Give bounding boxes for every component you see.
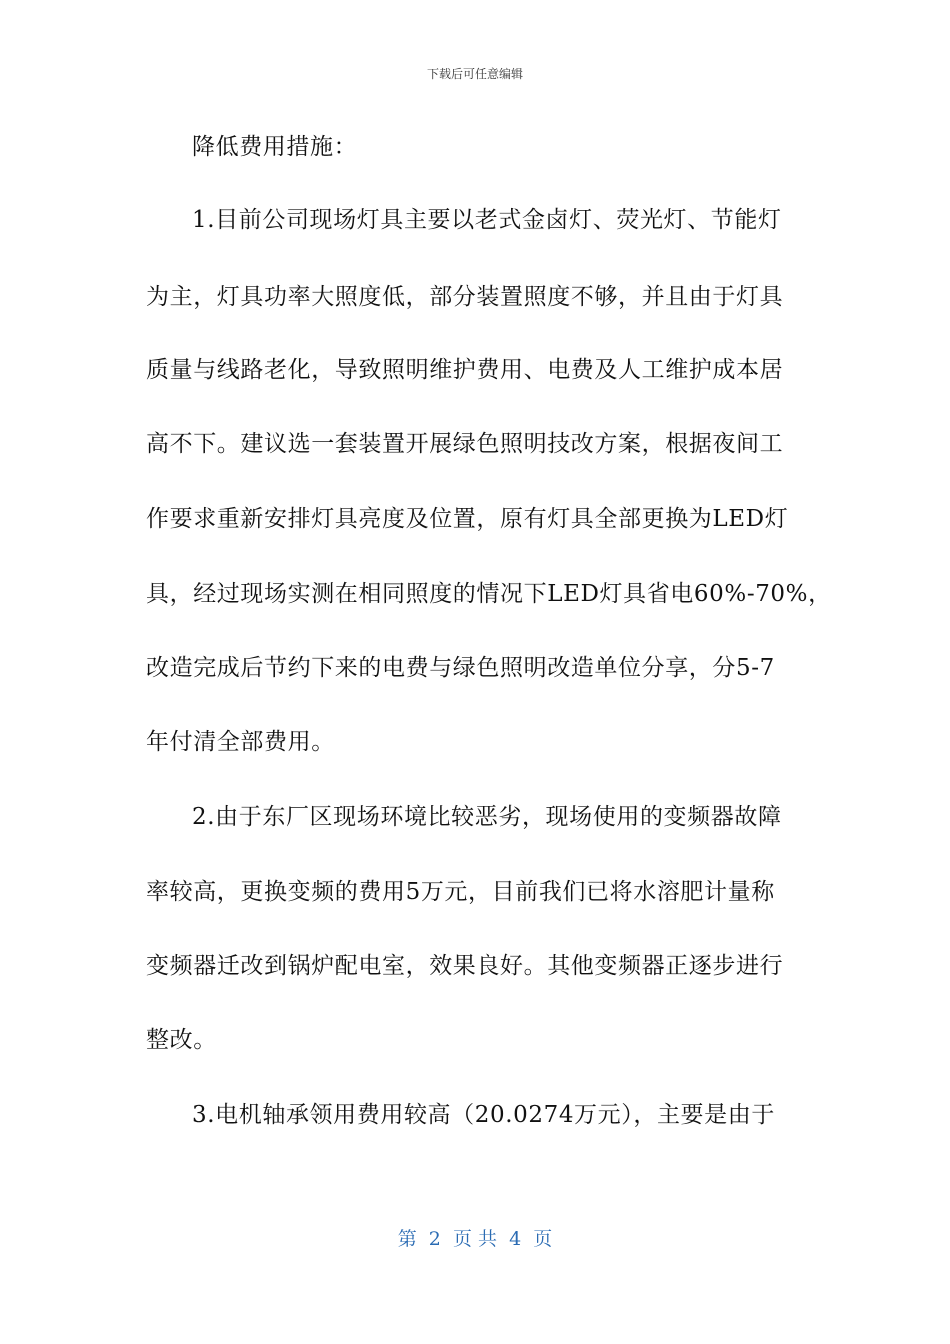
paragraph-1-line-8: 年付清全部费用。 (146, 729, 335, 755)
paragraph-2-line-3: 变频器迁改到锅炉配电室，效果良好。其他变频器正逐步进行 (146, 953, 784, 979)
paragraph-1-line-3: 质量与线路老化，导致照明维护费用、电费及人工维护成本居 (146, 357, 784, 383)
paragraph-2-line-4: 整改。 (146, 1027, 217, 1053)
paragraph-1-line-6: 具，经过现场实测在相同照度的情况下LED灯具省电60%-70%， (146, 581, 832, 607)
section-heading: 降低费用措施： (192, 134, 358, 160)
page-header: 下载后可任意编辑 (426, 67, 523, 81)
paragraph-1-line-4: 高不下。建议选一套装置开展绿色照明技改方案，根据夜间工 (146, 431, 784, 457)
paragraph-1-line-2: 为主，灯具功率大照度低，部分装置照度不够，并且由于灯具 (146, 284, 784, 310)
paragraph-1-line-7: 改造完成后节约下来的电费与绿色照明改造单位分享，分5-7 (146, 655, 775, 681)
paragraph-2-line-1: 2.由于东厂区现场环境比较恶劣，现场使用的变频器故障 (192, 804, 782, 830)
paragraph-2-line-2: 率较高，更换变频的费用5万元，目前我们已将水溶肥计量称 (146, 879, 775, 905)
page-number-footer: 第 2 页 共 4 页 (397, 1228, 553, 1250)
paragraph-1-line-1: 1.目前公司现场灯具主要以老式金卤灯、荧光灯、节能灯 (192, 207, 782, 233)
paragraph-3-line-1: 3.电机轴承领用费用较高（20.0274万元），主要是由于 (192, 1102, 775, 1128)
paragraph-1-line-5: 作要求重新安排灯具亮度及位置，原有灯具全部更换为LED灯 (146, 506, 789, 532)
